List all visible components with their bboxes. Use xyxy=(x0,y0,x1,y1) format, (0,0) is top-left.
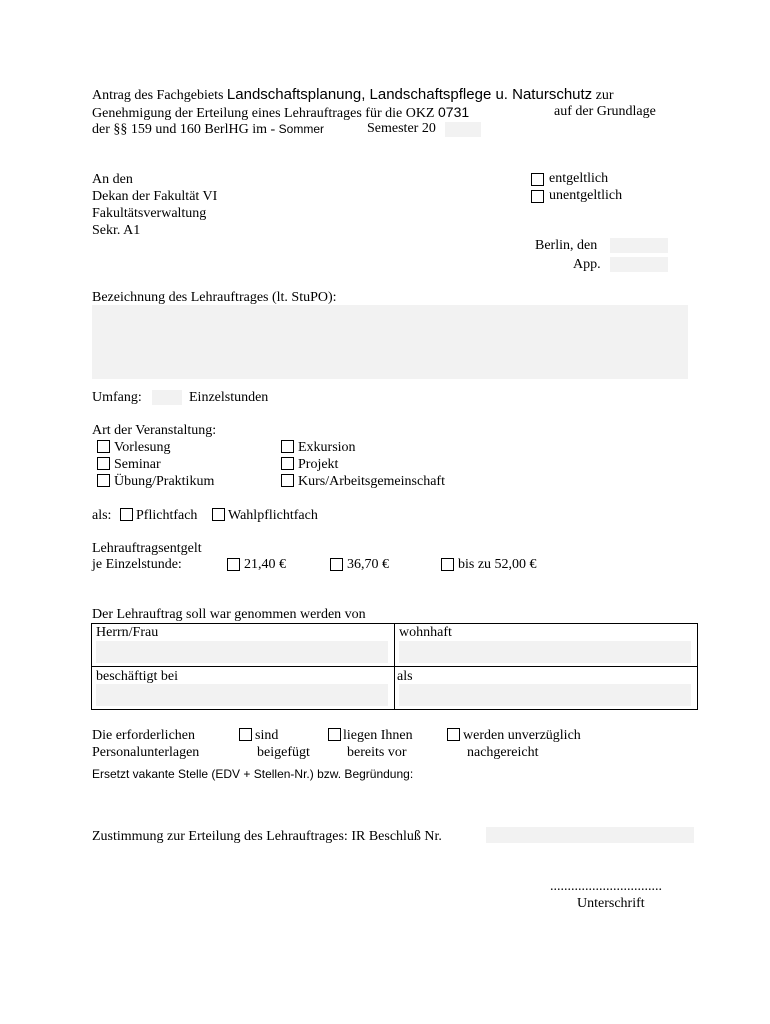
als-field[interactable] xyxy=(399,684,691,706)
address-line-4: Sekr. A1 xyxy=(92,223,141,238)
projekt-label: Projekt xyxy=(298,457,339,472)
unentgeltlich-label: unentgeltlich xyxy=(549,188,623,203)
docs-beigefuegt-checkbox[interactable] xyxy=(239,728,252,741)
fee-label-2: je Einzelstunde: xyxy=(92,557,182,572)
docs-vorliegen-checkbox[interactable] xyxy=(328,728,341,741)
assignee-table-divider-h xyxy=(91,666,698,667)
uebung-checkbox[interactable] xyxy=(97,474,110,487)
assignee-intro: Der Lehrauftrag soll war genommen werden von xyxy=(92,607,366,622)
wohnhaft-field[interactable] xyxy=(399,641,691,663)
designation-label: Bezeichnung des Lehrauftrages (lt. StuPO): xyxy=(92,290,337,305)
docs-beigefuegt-label-1: sind xyxy=(255,728,279,743)
event-type-label: Art der Veranstaltung: xyxy=(92,423,217,438)
fee-label-1: Lehrauftragsentgelt xyxy=(92,541,202,556)
docs-nachgereicht-label-2: nachgereicht xyxy=(467,745,539,760)
address-line-2: Dekan der Fakultät VI xyxy=(92,189,218,204)
date-field[interactable] xyxy=(610,238,668,253)
signature-line: ................................ xyxy=(550,879,662,894)
wohnhaft-label: wohnhaft xyxy=(399,625,452,640)
als-label: als xyxy=(397,669,413,684)
okz-field[interactable]: 0731 xyxy=(438,104,470,120)
approval-number-field[interactable] xyxy=(486,827,694,843)
subject-type-label: als: xyxy=(92,508,112,523)
beschaeftigt-label: beschäftigt bei xyxy=(96,669,179,684)
docs-beigefuegt-label-2: beigefügt xyxy=(257,745,310,760)
fee-21-label: 21,40 € xyxy=(244,557,286,572)
seminar-label: Seminar xyxy=(114,457,161,472)
address-line-3: Fakultätsverwaltung xyxy=(92,206,207,221)
semester-type-field[interactable]: Sommer xyxy=(278,122,324,136)
header-line-1: Antrag des Fachgebiets Landschaftsplanung, Landschaftspflege u. Naturschutz zur xyxy=(92,86,614,103)
docs-vorliegen-label-2: bereits vor xyxy=(347,745,407,760)
documents-label-1: Die erforderlichen xyxy=(92,728,195,743)
fachgebiet-field[interactable]: Landschaftsplanung, Landschaftspflege u. Naturschutz xyxy=(226,86,593,103)
fee-36-checkbox[interactable] xyxy=(330,558,343,571)
app-label: App. xyxy=(573,257,601,272)
herrn-frau-field[interactable] xyxy=(96,641,388,663)
uebung-label: Übung/Praktikum xyxy=(114,474,215,489)
kurs-checkbox[interactable] xyxy=(281,474,294,487)
wahlpflichtfach-checkbox[interactable] xyxy=(212,508,225,521)
address-line-1: An den xyxy=(92,172,133,187)
fee-52-label: bis zu 52,00 € xyxy=(458,557,537,572)
kurs-label: Kurs/Arbeitsgemeinschaft xyxy=(298,474,445,489)
header-line-2: Genehmigung der Erteilung eines Lehrauftrages für die OKZ 0731 xyxy=(92,104,470,121)
docs-nachgereicht-checkbox[interactable] xyxy=(447,728,460,741)
berlin-date-label: Berlin, den xyxy=(535,238,598,253)
unentgeltlich-checkbox[interactable] xyxy=(531,190,544,203)
scope-unit: Einzelstunden xyxy=(189,390,269,405)
beschaeftigt-field[interactable] xyxy=(96,684,388,706)
docs-nachgereicht-label-1: werden unverzüglich xyxy=(463,728,581,743)
approval-label: Zustimmung zur Erteilung des Lehrauftrages: IR Beschluß Nr. xyxy=(92,829,442,844)
wahlpflichtfach-label: Wahlpflichtfach xyxy=(228,508,318,523)
entgeltlich-checkbox[interactable] xyxy=(531,173,544,186)
header-line-2-suffix: auf der Grundlage xyxy=(554,104,656,119)
seminar-checkbox[interactable] xyxy=(97,457,110,470)
documents-label-2: Personalunterlagen xyxy=(92,745,200,760)
projekt-checkbox[interactable] xyxy=(281,457,294,470)
entgeltlich-label: entgeltlich xyxy=(549,171,609,186)
pflichtfach-label: Pflichtfach xyxy=(136,508,198,523)
vorlesung-label: Vorlesung xyxy=(114,440,171,455)
scope-label: Umfang: xyxy=(92,390,142,405)
docs-vorliegen-label-1: liegen Ihnen xyxy=(343,728,413,743)
exkursion-label: Exkursion xyxy=(298,440,356,455)
fee-52-checkbox[interactable] xyxy=(441,558,454,571)
app-field[interactable] xyxy=(610,257,668,272)
signature-label: Unterschrift xyxy=(577,896,645,911)
scope-hours-field[interactable] xyxy=(152,390,182,405)
semester-label: Semester 20 xyxy=(367,121,436,136)
vacancy-label: Ersetzt vakante Stelle (EDV + Stellen-Nr.) bzw. Begründung: xyxy=(92,767,414,781)
pflichtfach-checkbox[interactable] xyxy=(120,508,133,521)
fee-36-label: 36,70 € xyxy=(347,557,389,572)
herrn-frau-label: Herrn/Frau xyxy=(96,625,159,640)
header-line-3: der §§ 159 und 160 BerlHG im - Sommer xyxy=(92,122,324,137)
vorlesung-checkbox[interactable] xyxy=(97,440,110,453)
semester-year-field[interactable] xyxy=(445,122,481,137)
designation-field[interactable] xyxy=(92,305,688,379)
fee-21-checkbox[interactable] xyxy=(227,558,240,571)
exkursion-checkbox[interactable] xyxy=(281,440,294,453)
